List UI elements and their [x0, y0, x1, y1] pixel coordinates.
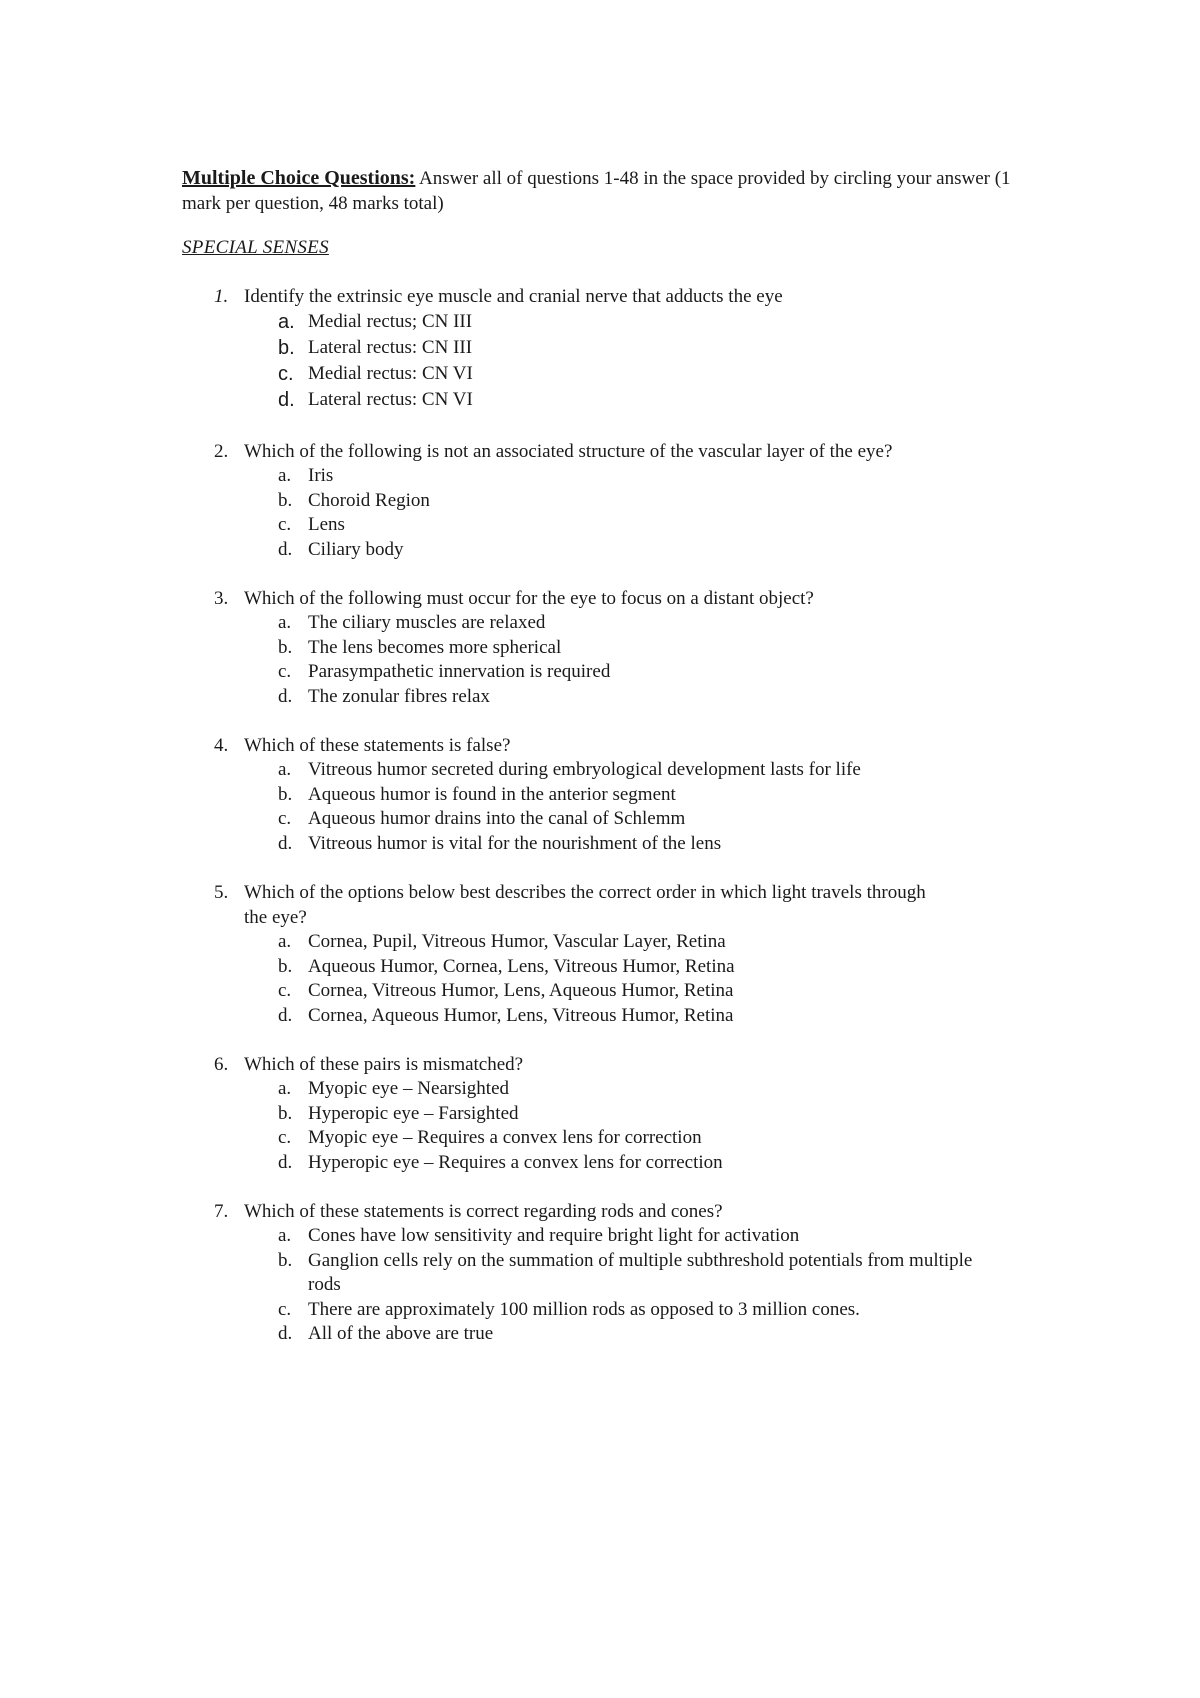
- option-list: [214, 1077, 1014, 1175]
- question-number: 4.: [214, 735, 229, 756]
- option-a[interactable]: [278, 1224, 1014, 1249]
- option-a[interactable]: [278, 930, 1014, 955]
- question-number: 6.: [214, 1054, 229, 1075]
- option-text: Myopic eye – Requires a convex lens for correction: [308, 1127, 702, 1148]
- option-letter: b.: [278, 489, 293, 511]
- option-text: Lateral rectus: CN III: [308, 337, 473, 358]
- option-letter: c.: [278, 514, 292, 535]
- option-text: The zonular fibres relax: [308, 685, 490, 707]
- question-number: 3.: [214, 588, 229, 609]
- option-d[interactable]: [278, 832, 1014, 857]
- option-list: [214, 309, 1014, 413]
- option-letter: b.: [278, 636, 293, 658]
- option-letter: a.: [278, 311, 295, 333]
- option-c[interactable]: [278, 1298, 1014, 1323]
- option-text: Choroid Region: [308, 489, 430, 511]
- option-letter: a.: [278, 1225, 292, 1246]
- option-text: Cornea, Aqueous Humor, Lens, Vitreous Humor, Retina: [308, 1004, 734, 1026]
- option-letter: a.: [278, 465, 292, 486]
- question-text: Identify the extrinsic eye muscle and cranial nerve that adducts the eye: [244, 286, 783, 307]
- option-letter: a.: [278, 1078, 292, 1099]
- option-text: Medial rectus; CN III: [308, 311, 473, 332]
- option-text: Aqueous humor drains into the canal of Schlemm: [308, 808, 686, 829]
- question-text: Which of the following is not an associated structure of the vascular layer of the eye?: [244, 441, 893, 462]
- option-text: Medial rectus: CN VI: [308, 363, 473, 384]
- option-list: [214, 611, 1014, 709]
- option-b[interactable]: [278, 636, 1014, 661]
- option-b[interactable]: [278, 783, 1014, 808]
- option-letter: a.: [278, 612, 292, 633]
- option-letter: d.: [278, 1004, 293, 1026]
- option-text: Vitreous humor is vital for the nourishment of the lens: [308, 832, 722, 854]
- option-c[interactable]: [278, 1126, 1014, 1151]
- question-5: [214, 880, 1014, 1028]
- option-letter: b.: [278, 337, 295, 359]
- option-d[interactable]: [278, 685, 1014, 710]
- option-text: Cones have low sensitivity and require bright light for activation: [308, 1225, 800, 1246]
- option-letter: d.: [278, 1151, 293, 1173]
- question-7: [214, 1199, 1014, 1347]
- option-text: Ciliary body: [308, 538, 404, 560]
- option-d[interactable]: [278, 538, 1014, 563]
- option-letter: a.: [278, 931, 292, 952]
- option-c[interactable]: [278, 513, 1014, 538]
- option-b[interactable]: [278, 955, 1014, 980]
- question-1: [214, 284, 1014, 413]
- instructions-header: [182, 166, 1012, 216]
- option-text: There are approximately 100 million rods as opposed to 3 million cones.: [308, 1298, 860, 1320]
- option-c[interactable]: [278, 361, 1014, 387]
- question-text: Which of these statements is false?: [244, 735, 511, 756]
- question-text: Which of the options below best describes the correct order in which light travels through the eye?: [244, 882, 926, 928]
- instructions-text: Answer all of questions 1-48 in the space provided by circling your answer (1 mark per question, 48 marks total): [182, 168, 1011, 214]
- option-a[interactable]: [278, 611, 1014, 636]
- option-text: Iris: [308, 465, 334, 486]
- option-text: Ganglion cells rely on the summation of multiple subthreshold potentials from multiple rods: [308, 1249, 973, 1295]
- option-a[interactable]: [278, 1077, 1014, 1102]
- option-text: Parasympathetic innervation is required: [308, 661, 611, 682]
- option-text: The ciliary muscles are relaxed: [308, 612, 546, 633]
- option-text: All of the above are true: [308, 1323, 494, 1344]
- option-letter: c.: [278, 363, 294, 385]
- question-6: [214, 1052, 1014, 1175]
- option-text: Lens: [308, 514, 345, 535]
- option-text: The lens becomes more spherical: [308, 636, 562, 658]
- option-c[interactable]: [278, 660, 1014, 685]
- question-list: [214, 284, 1014, 1347]
- option-b[interactable]: [278, 1102, 1014, 1127]
- question-2: [214, 439, 1014, 562]
- option-letter: d.: [278, 389, 295, 411]
- option-letter: c.: [278, 1298, 292, 1320]
- question-3: [214, 586, 1014, 709]
- option-text: Aqueous humor is found in the anterior segment: [308, 783, 676, 805]
- option-text: Vitreous humor secreted during embryological development lasts for life: [308, 759, 861, 780]
- option-text: Hyperopic eye – Farsighted: [308, 1102, 519, 1124]
- option-text: Aqueous Humor, Cornea, Lens, Vitreous Humor, Retina: [308, 955, 735, 977]
- option-letter: d.: [278, 1323, 293, 1344]
- option-letter: c.: [278, 980, 292, 1001]
- option-d[interactable]: [278, 1004, 1014, 1029]
- option-letter: b.: [278, 1249, 293, 1271]
- option-c[interactable]: [278, 807, 1014, 832]
- option-letter: c.: [278, 1127, 292, 1148]
- option-letter: b.: [278, 783, 293, 805]
- option-list: [214, 1224, 1014, 1347]
- question-number: 5.: [214, 882, 229, 903]
- option-text: Hyperopic eye – Requires a convex lens for correction: [308, 1151, 723, 1173]
- option-b[interactable]: [278, 1249, 1014, 1298]
- option-letter: a.: [278, 759, 292, 780]
- option-b[interactable]: [278, 335, 1014, 361]
- option-b[interactable]: [278, 489, 1014, 514]
- option-text: Myopic eye – Nearsighted: [308, 1078, 510, 1099]
- question-number: 1.: [214, 286, 229, 307]
- option-letter: b.: [278, 1102, 293, 1124]
- option-letter: d.: [278, 832, 293, 854]
- option-a[interactable]: [278, 464, 1014, 489]
- option-letter: b.: [278, 955, 293, 977]
- question-4: [214, 733, 1014, 856]
- question-number: 7.: [214, 1201, 229, 1222]
- question-number: 2.: [214, 441, 229, 462]
- option-d[interactable]: [278, 387, 1014, 413]
- option-text: Cornea, Vitreous Humor, Lens, Aqueous Humor, Retina: [308, 980, 734, 1001]
- option-list: [214, 464, 1014, 562]
- option-d[interactable]: [278, 1151, 1014, 1176]
- option-text: Lateral rectus: CN VI: [308, 389, 473, 410]
- option-letter: c.: [278, 808, 292, 829]
- option-list: [214, 758, 1014, 856]
- option-list: [214, 930, 1014, 1028]
- option-letter: d.: [278, 685, 293, 707]
- question-text: Which of the following must occur for the eye to focus on a distant object?: [244, 588, 814, 609]
- section-heading: SPECIAL SENSES: [182, 237, 329, 258]
- option-a[interactable]: [278, 758, 1014, 783]
- option-c[interactable]: [278, 979, 1014, 1004]
- option-letter: d.: [278, 538, 293, 560]
- option-a[interactable]: [278, 309, 1014, 335]
- option-d[interactable]: [278, 1322, 1014, 1347]
- instructions-title: Multiple Choice Questions:: [182, 167, 416, 189]
- option-text: Cornea, Pupil, Vitreous Humor, Vascular Layer, Retina: [308, 931, 726, 952]
- question-text: Which of these pairs is mismatched?: [244, 1054, 524, 1075]
- option-letter: c.: [278, 661, 292, 682]
- question-text: Which of these statements is correct regarding rods and cones?: [244, 1201, 723, 1222]
